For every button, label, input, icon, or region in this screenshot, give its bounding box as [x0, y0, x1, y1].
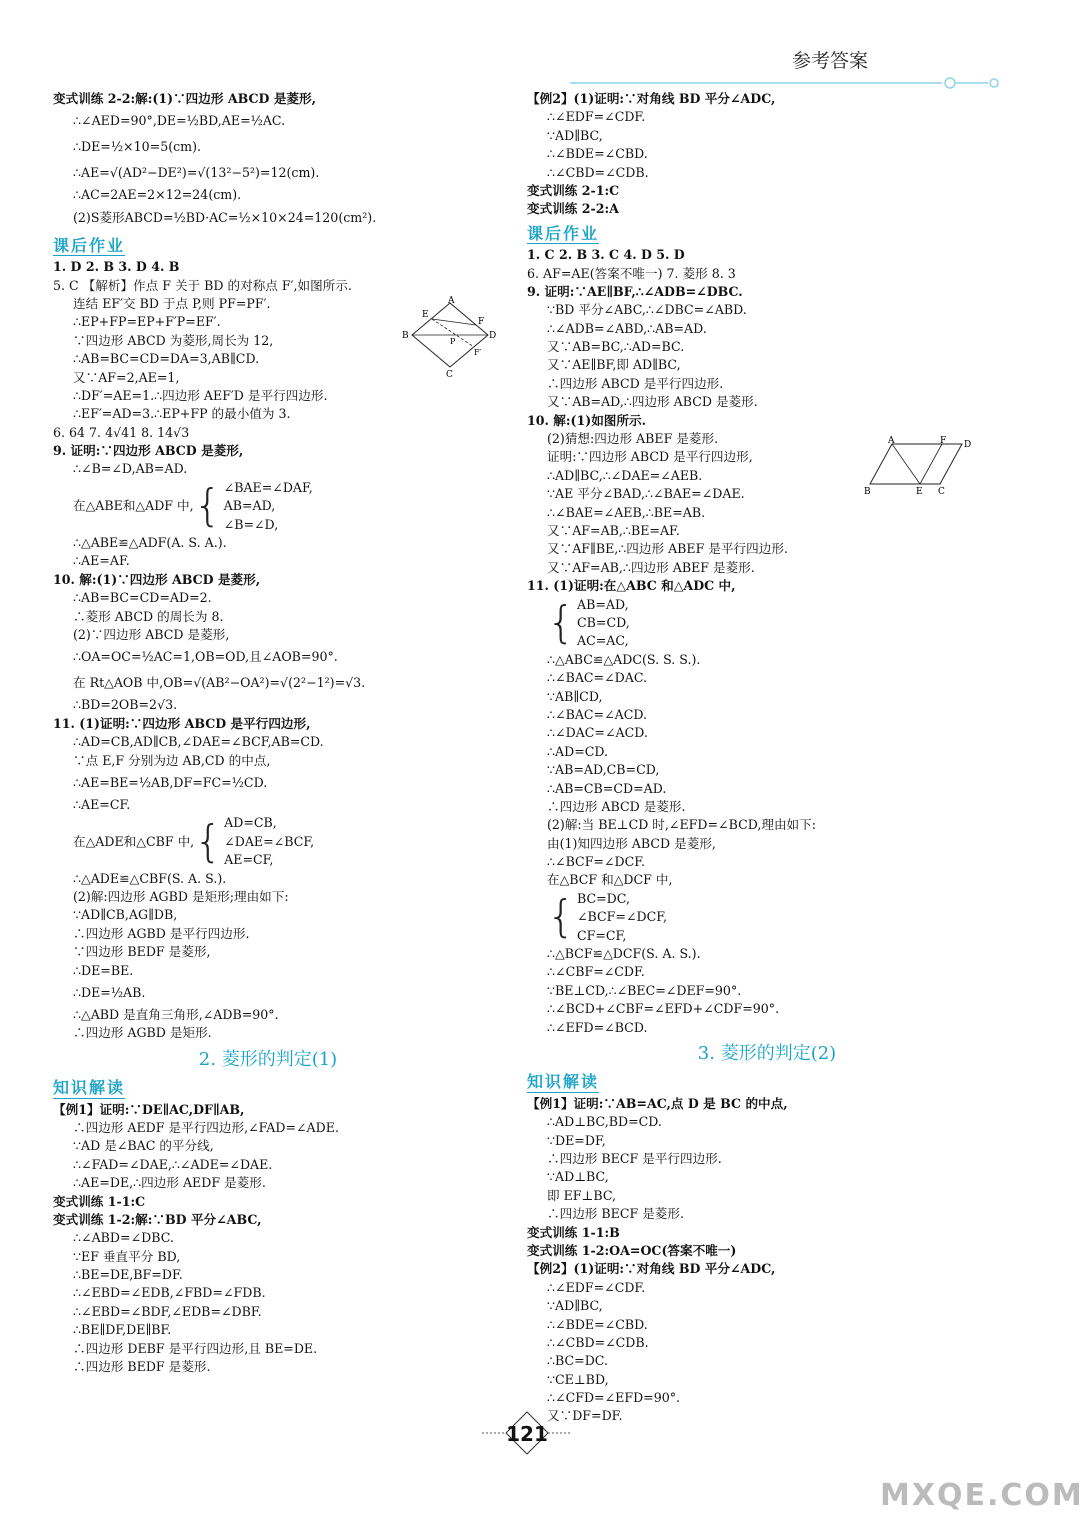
text-line: 变式训练 2-1:C — [527, 182, 620, 198]
text-line: ∠BCF=∠DCF, — [577, 909, 668, 925]
text-line: ∴EF′=AD=3.∴EP+FP 的最小值为 3. — [73, 406, 291, 422]
text-line: (2)∵四边形 ABCD 是菱形, — [73, 627, 230, 643]
fig-label: C — [938, 487, 945, 497]
text-line: 又∵DF=DF. — [547, 1408, 623, 1424]
text-line: ∴DE=BE. — [73, 962, 134, 978]
text-line: ∴AC=2AE=2×12=24(cm). — [73, 187, 242, 203]
text-line: ∴∠EBD=∠BDF,∠EDB=∠DBF. — [73, 1303, 262, 1319]
text-line: (2)解:当 BE⊥CD 时,∠EFD=∠BCD,理由如下: — [547, 817, 816, 833]
text-line: 10. 解:(1)如图所示. — [527, 412, 646, 428]
text-line: ∴∠EDF=∠CDF. — [547, 109, 646, 125]
text-line: ∴∠CBF=∠CDF. — [547, 964, 645, 980]
page-number — [482, 1408, 572, 1458]
text-line: AD=CB, — [224, 815, 277, 831]
text-line: 变式训练 1-2:OA=OC(答案不唯一) — [527, 1242, 737, 1258]
equation-system — [527, 890, 1007, 945]
brace-symbol: { — [547, 891, 575, 943]
text-line: ∴∠BCD+∠CBF=∠EFD+∠CDF=90°. — [547, 1001, 780, 1017]
text-line: ∵AD 是∠BAC 的平分线, — [73, 1138, 214, 1154]
text-line: AC=AC, — [577, 633, 629, 649]
text-line: ∴∠EBD=∠EDB,∠FBD=∠FDB. — [73, 1285, 266, 1301]
text-line: 又∵AE∥BF,即 AD∥BC, — [547, 357, 681, 373]
section-heading: 知识解读 — [527, 1072, 600, 1092]
text-line: CB=CD, — [577, 614, 630, 630]
text-line: ∴∠BDE=∠CBD. — [547, 1316, 648, 1332]
answer-line: 6. AF=AE(答案不唯一) 7. 菱形 8. 3 — [527, 265, 736, 281]
text-line: 在△ADE和△CBF 中, — [73, 833, 195, 849]
text-line: ∴DF′=AE=1.∴四边形 AEF′D 是平行四边形. — [73, 387, 328, 403]
text-line: 11. (1)证明:∵四边形 ABCD 是平行四边形, — [53, 715, 311, 731]
section-heading: 知识解读 — [53, 1078, 126, 1098]
text-line: ∴四边形 ABCD 是菱形. — [547, 798, 686, 814]
text-line: 又∵AB=BC,∴AD=BC. — [547, 339, 685, 355]
text-line: BC=DC, — [577, 890, 630, 906]
text-line: ∴∠BDE=∠CBD. — [547, 146, 648, 162]
text-line: 连结 EF′交 BD 于点 P,则 PF=PF′. — [73, 295, 271, 311]
text-line: 证明:∵四边形 ABCD 是平行四边形, — [547, 449, 753, 465]
text-line: 又∵AF=AB,∴BE=AF. — [547, 523, 680, 538]
text-line: ∴AD∥BC,∴∠DAE=∠AEB. — [547, 467, 703, 483]
text-line: ∴四边形 AGBD 是矩形. — [73, 1025, 212, 1041]
text-line: ∴∠ADB=∠ABD,∴AB=AD. — [547, 320, 707, 336]
text-line: ∴∠BCF=∠DCF. — [547, 854, 646, 870]
text-line: ∴四边形 DEBF 是平行四边形,且 BE=DE. — [73, 1340, 318, 1356]
text-line: ∴AE=BE=½AB,DF=FC=½CD. — [73, 775, 268, 790]
text-line: 又∵AF=2,AE=1, — [73, 369, 180, 385]
text-line: ∵DE=DF, — [547, 1132, 606, 1148]
text-line: ∴OA=OC=½AC=1,OB=OD,且∠AOB=90°. — [73, 649, 338, 665]
text-line: ∴DE=½×10=5(cm). — [73, 139, 202, 155]
text-line: (2)猜想:四边形 ABEF 是菱形. — [547, 431, 719, 447]
fig-label: E — [916, 487, 923, 497]
text-line: ∵BD 平分∠ABC,∴∠DBC=∠ABD. — [547, 302, 747, 318]
text-line: 变式训练 1-1:C — [53, 1193, 146, 1209]
watermark: MXQE.COM — [880, 1478, 1084, 1513]
text-line: ∵AD∥BC, — [547, 127, 603, 143]
text-line: ∵AB=AD,CB=CD, — [547, 762, 660, 778]
text-line: 变式训练 1-1:B — [527, 1224, 620, 1240]
fig-label: C — [446, 370, 453, 380]
text-line: ∴四边形 BEDF 是菱形. — [73, 1359, 211, 1375]
brace-symbol: { — [547, 597, 575, 649]
text-line: ∴菱形 ABCD 的周长为 8. — [73, 608, 224, 624]
text-line: ∴△ABC≌△ADC(S. S. S.). — [547, 651, 701, 667]
left-column — [53, 90, 483, 1376]
text-line: ∵BE⊥CD,∴∠BEC=∠DEF=90°. — [547, 982, 742, 998]
text-line: ∵点 E,F 分别为边 AB,CD 的中点, — [73, 752, 271, 768]
text-line: ∴∠CBD=∠CDB. — [547, 1334, 649, 1350]
text-line: 【例2】(1)证明:∵对角线 BD 平分∠ADC, — [527, 1261, 776, 1277]
text-line: 【例1】证明:∵DE∥AC,DF∥AB, — [53, 1101, 245, 1117]
fig-label: B — [402, 331, 409, 341]
text-line: ∴AE=AF. — [73, 553, 130, 569]
equation-system — [53, 814, 483, 869]
text-line: 又∵AF∥BE,∴四边形 ABEF 是平行四边形. — [547, 541, 788, 557]
text-line: ∴∠ABD=∠DBC. — [73, 1230, 174, 1246]
text-line: ∴△ADE≌△CBF(S. A. S.). — [73, 870, 227, 886]
text-line: ∠BAE=∠DAF, — [223, 479, 313, 495]
text-line: ∵EF 垂直平分 BD, — [73, 1248, 181, 1264]
brace-symbol: { — [193, 480, 222, 532]
text-line: 【例1】证明:∵AB=AC,点 D 是 BC 的中点, — [527, 1095, 788, 1111]
text-line: ∵AE 平分∠BAD,∴∠BAE=∠DAE. — [547, 486, 745, 502]
text-line: ∴BE∥DF,DE∥BF. — [73, 1322, 172, 1338]
text-line: 变式训练 2-2:解:(1)∵四边形 ABCD 是菱形, — [53, 91, 316, 106]
text-line: ∴AB=CB=CD=AD. — [547, 780, 667, 796]
text-line: ∵AD∥BC, — [547, 1298, 603, 1314]
text-line: ∴∠CBD=∠CDB. — [547, 164, 649, 180]
text-line: ∴AD⊥BC,BD=CD. — [547, 1114, 662, 1130]
text-line: ∴∠EFD=∠BCD. — [547, 1019, 648, 1035]
text-line: 10. 解:(1)∵四边形 ABCD 是菱形, — [53, 571, 261, 587]
section-heading: 课后作业 — [53, 235, 126, 255]
text-line: ∴∠BAC=∠DAC. — [547, 670, 648, 686]
text-line: ∵AD∥CB,AG∥DB, — [73, 907, 178, 923]
section-heading: 课后作业 — [527, 223, 600, 243]
text-line: 在 Rt△AOB 中,OB=√(AB²−OA²)=√(2²−1²)=√3. — [73, 675, 366, 691]
text-line: 9. 证明:∵AE∥BF,∴∠ADB=∠DBC. — [527, 283, 743, 299]
answer-line: 6. 64 7. 4√41 8. 14√3 — [53, 424, 190, 440]
text-line: ∴AE=DE,∴四边形 AEDF 是菱形. — [73, 1175, 266, 1191]
text-line: 又∵AB=AD,∴四边形 ABCD 是菱形. — [547, 394, 758, 410]
text-line: ∴AB=BC=CD=DA=3,AB∥CD. — [73, 351, 260, 367]
fig-label: F — [478, 317, 485, 327]
fig-label: A — [448, 296, 455, 306]
text-line: 9. 证明:∵四边形 ABCD 是菱形, — [53, 443, 244, 459]
text-line: 又∵AF=AB,∴四边形 ABEF 是菱形. — [547, 559, 755, 575]
text-line: 【例2】(1)证明:∵对角线 BD 平分∠ADC, — [527, 91, 776, 106]
text-line: ∵AB∥CD, — [547, 688, 603, 704]
text-line: ∴∠FAD=∠DAE,∴∠ADE=∠DAE. — [73, 1156, 273, 1172]
text-line: AE=CF, — [224, 852, 274, 868]
text-line: ∵四边形 ABCD 为菱形,周长为 12, — [73, 332, 274, 348]
text-line: 在△BCF 和△DCF 中, — [547, 872, 673, 888]
text-line: 在△ABE和△ADF 中, — [73, 498, 194, 514]
subsection-title: 3. 菱形的判定(2) — [697, 1043, 837, 1065]
answer-line: 1. C 2. B 3. C 4. D 5. D — [527, 247, 685, 263]
text-line: 即 EF⊥BC, — [547, 1187, 617, 1203]
text-line: ∴∠EDF=∠CDF. — [547, 1279, 646, 1295]
text-line: ∴AE=CF. — [73, 797, 131, 812]
page-header-title: 参考答案 — [792, 50, 869, 72]
text-line: ∠DAE=∠BCF, — [224, 833, 315, 849]
text-line: ∴BC=DC. — [547, 1353, 608, 1369]
text-line: ∴AE=√(AD²−DE²)=√(13²−5²)=12(cm). — [73, 165, 320, 181]
text-line: ∴四边形 BECF 是菱形. — [547, 1206, 684, 1222]
text-line: AB=AD, — [223, 498, 276, 514]
fig-label: E — [422, 310, 429, 320]
text-line: ∴DE=½AB. — [73, 984, 146, 1000]
text-line: ∴EP+FP=EP+F′P=EF′. — [73, 314, 221, 330]
text-line: ∠B=∠D, — [223, 516, 279, 532]
text-line: ∴四边形 BECF 是平行四边形. — [547, 1151, 722, 1167]
text-line: ∴△ABE≌△ADF(A. S. A.). — [73, 535, 227, 551]
fig-label: B — [864, 487, 871, 497]
text-line: (2)S菱形ABCD=½BD·AC=½×10×24=120(cm²). — [73, 209, 377, 225]
text-line: ∵四边形 BEDF 是菱形, — [73, 944, 211, 960]
fig-label: A — [888, 436, 895, 446]
text-line: ∴∠AED=90°,DE=½BD,AE=½AC. — [73, 113, 286, 129]
text-line: CF=CF, — [577, 927, 627, 943]
text-line: ∴AD=CD. — [547, 743, 609, 759]
text-line: ∴∠BAC=∠ACD. — [547, 706, 648, 722]
text-line: ∴四边形 AEDF 是平行四边形,∠FAD=∠ADE. — [73, 1119, 339, 1135]
fig-label: D — [964, 440, 972, 450]
equation-system — [527, 596, 1007, 651]
text-line: ∴∠DAC=∠ACD. — [547, 725, 648, 741]
fig-label: F′ — [474, 348, 482, 357]
right-column — [527, 90, 1007, 1426]
brace-symbol: { — [194, 816, 223, 867]
text-line: ∴AD=CB,AD∥CB,∠DAE=∠BCF,AB=CD. — [73, 734, 324, 750]
fig-label: F — [940, 436, 947, 446]
text-line: ∴∠BAE=∠AEB,∴BE=AB. — [547, 504, 706, 520]
answer-line: 1. D 2. B 3. D 4. B — [53, 259, 180, 275]
text-line: ∵AD⊥BC, — [547, 1169, 609, 1185]
text-line: ∴△BCF≌△DCF(S. A. S.). — [547, 946, 701, 962]
text-line: ∴BD=2OB=2√3. — [73, 697, 178, 713]
rhombus-figure — [398, 295, 497, 380]
header-decoration — [570, 76, 1010, 90]
text-line: ∴四边形 AGBD 是平行四边形. — [73, 925, 250, 941]
text-line: 变式训练 1-2:解:∵BD 平分∠ABC, — [53, 1211, 262, 1227]
text-line: (2)解:四边形 AGBD 是矩形;理由如下: — [73, 889, 289, 904]
text-line: 11. (1)证明:在△ABC 和△ADC 中, — [527, 578, 736, 594]
text-line: ∴BE=DE,BF=DF. — [73, 1267, 183, 1283]
text-line: ∴∠B=∠D,AB=AD. — [73, 461, 188, 477]
text-line: ∴AB=BC=CD=AD=2. — [73, 590, 212, 606]
fig-label: D — [489, 331, 497, 341]
parallelogram-figure — [862, 436, 974, 498]
fig-label: P — [450, 337, 456, 346]
text-line: ∴∠CFD=∠EFD=90°. — [547, 1390, 681, 1406]
answer-line: 5. C 【解析】作点 F 关于 BD 的对称点 F′,如图所示. — [53, 277, 352, 293]
subsection-title: 2. 菱形的判定(1) — [198, 1048, 338, 1070]
equation-system — [53, 479, 483, 534]
text-line: ∴四边形 ABCD 是平行四边形. — [547, 375, 724, 391]
text-line: ∵CE⊥BD, — [547, 1371, 609, 1387]
text-line: ∴△ABD 是直角三角形,∠ADB=90°. — [73, 1006, 279, 1022]
text-line: 由(1)知四边形 ABCD 是菱形, — [547, 835, 716, 851]
text-line: 变式训练 2-2:A — [527, 201, 619, 217]
page-number-text: 121 — [506, 1422, 548, 1446]
text-line: AB=AD, — [577, 596, 629, 612]
